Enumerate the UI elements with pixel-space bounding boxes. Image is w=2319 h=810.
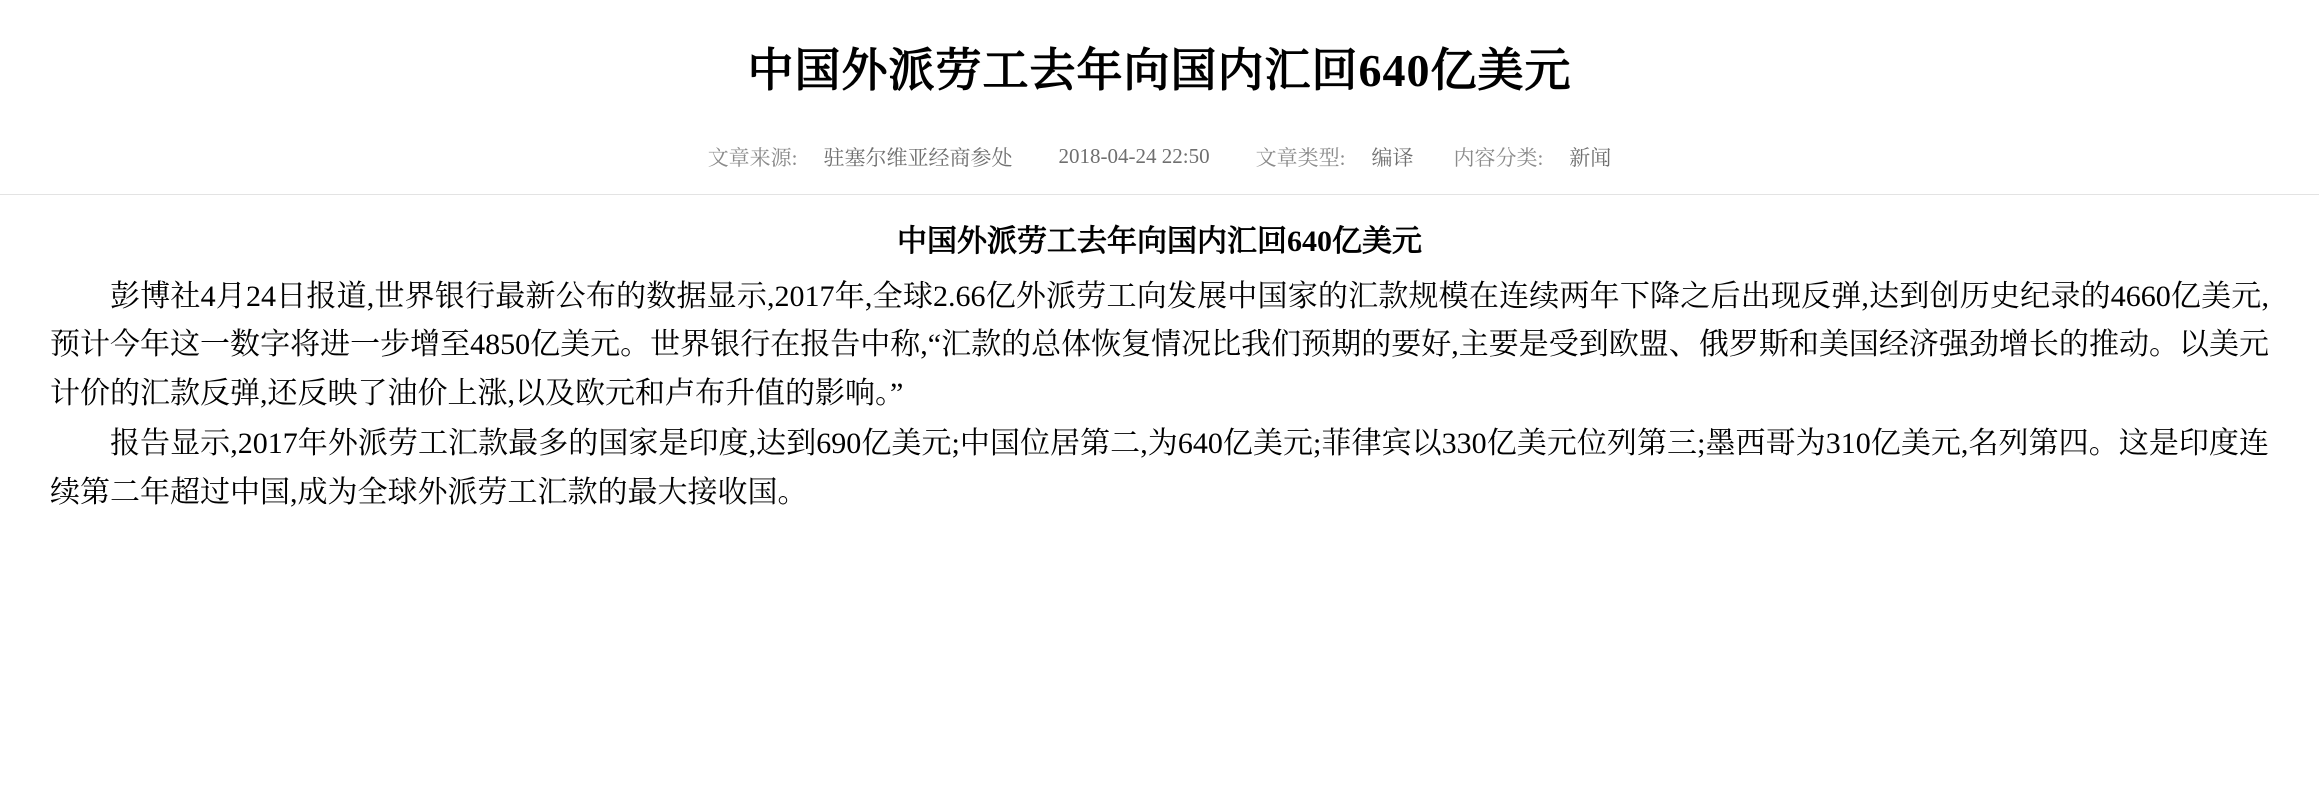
article-meta <box>0 142 2319 172</box>
article-paragraph: 彭博社4月24日报道,世界银行最新公布的数据显示,2017年,全球2.66亿外派劳工向发展中国家的汇款规模在连续两年下降之后出现反弹,达到创历史纪录的4660亿美元,预计今年这一数字将进一步增至4850亿美元。世界银行在报告中称,“汇款的总体恢复情况比我们预期的要好,主要是受到欧盟、俄罗斯和美国经济强劲增长的推动。以美元计价的汇款反弹,还反映了油价上涨,以及欧元和卢布升值的影响。” <box>50 279 2269 410</box>
meta-source-label: 文章来源: <box>707 145 798 170</box>
meta-type-label: 文章类型: <box>1255 145 1346 170</box>
meta-datetime: 2018-04-24 22:50 <box>1058 144 1210 168</box>
meta-source-value: 驻塞尔维亚经商参处 <box>823 145 1013 170</box>
article-paragraph: 报告显示,2017年外派劳工汇款最多的国家是印度,达到690亿美元;中国位居第二,为640亿美元;菲律宾以330亿美元位列第三;墨西哥为310亿美元,名列第四。这是印度连续第二年超过中国,成为全球外派劳工汇款的最大接收国。 <box>50 427 2269 509</box>
meta-category-value: 新闻 <box>1569 145 1612 170</box>
meta-category-label: 内容分类: <box>1453 145 1544 170</box>
meta-type-value: 编译 <box>1371 145 1414 170</box>
article-body <box>0 221 2319 518</box>
page-title: 中国外派劳工去年向国内汇回640亿美元 <box>747 45 1572 96</box>
article-subtitle: 中国外派劳工去年向国内汇回640亿美元 <box>897 224 1422 258</box>
header-divider <box>0 194 2319 195</box>
